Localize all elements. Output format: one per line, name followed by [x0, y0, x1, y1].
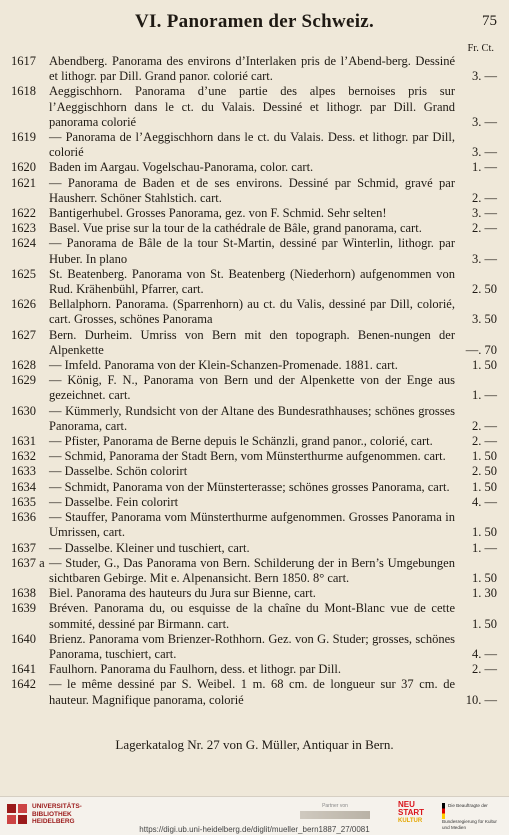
entry-description: — Imfeld. Panorama von der Klein-Schanzen-Promenade. 1881. cart.: [49, 358, 398, 373]
entry-number: 1620: [11, 160, 36, 175]
entry-number: 1629: [11, 373, 36, 388]
entry-number: 1623: [11, 221, 36, 236]
entry-description: Biel. Panorama des hauteurs du Jura sur Bienne, cart.: [49, 586, 316, 601]
entry-number: 1632: [11, 449, 36, 464]
entry-number: 1626: [11, 297, 36, 312]
entry-description: — Pfister, Panorama de Berne depuis le Schänzli, grand panor., colorié, cart.: [49, 434, 433, 449]
catalog-entry: [11, 556, 497, 586]
entry-price: 2. —: [472, 221, 497, 236]
catalog-entry: [11, 236, 497, 266]
catalog-entry: [11, 480, 497, 495]
catalog-entry: [11, 84, 497, 130]
entry-number: 1630: [11, 403, 36, 418]
entry-number: 1641: [11, 662, 36, 677]
entry-number: 1639: [11, 601, 36, 616]
entry-price: 1. 50: [472, 449, 497, 464]
entry-description: — König, F. N., Panorama von Bern und der Alpenkette von der Enge aus gezeichnet. cart.: [49, 373, 455, 403]
entry-description: — Panorama de l’Aeggischhorn dans le ct. du Valais. Dess. et lithogr. par Dill, colorié: [49, 130, 455, 160]
entry-description: — Panorama de Bâle de la tour St-Martin, dessiné par Winterlin, lithogr. par Huber. In plano: [49, 236, 455, 266]
entry-number: 1622: [11, 206, 36, 221]
entry-number: 1621: [11, 175, 36, 190]
entry-description: — Panorama de Baden et de ses environs. Dessiné par Schmid, gravé par Hausherr. Schöner Stahlstich. cart.: [49, 175, 455, 205]
entry-number: 1617: [11, 54, 36, 68]
entry-price: 1. 50: [472, 358, 497, 373]
entry-number: 1624: [11, 236, 36, 251]
entry-description: Bellalphorn. Panorama. (Sparrenhorn) au ct. du Valis, dessiné par Dill, colorié, cart. Grosses, schönes Panorama: [49, 297, 455, 327]
entry-price: 3. —: [472, 145, 497, 160]
entry-number: 1619: [11, 130, 36, 145]
catalog-entry: [11, 373, 497, 403]
catalog-entry: [11, 464, 497, 479]
entry-number: 1628: [11, 358, 36, 373]
entry-description: Bantigerhubel. Grosses Panorama, gez. von F. Schmid. Sehr selten!: [49, 206, 387, 221]
entry-description: — Schmid, Panorama der Stadt Bern, vom Münsterthurme aufgenommen. cart.: [49, 449, 446, 464]
entry-description: — Dasselbe. Kleiner und tuschiert, cart.: [49, 540, 250, 555]
catalog-entry: [11, 601, 497, 631]
university-library-logo[interactable]: [6, 803, 82, 826]
catalog-entry: [11, 662, 497, 677]
source-url[interactable]: https://digi.ub.uni-heidelberg.de/diglit/mueller_bern1887_27/0081: [139, 825, 370, 834]
catalog-entry: [11, 632, 497, 662]
entry-number: 1637: [11, 540, 36, 555]
catalog-entry: [11, 160, 497, 175]
library-logo-icon: [6, 803, 28, 825]
entry-number: 1634: [11, 479, 36, 494]
entry-description: Bréven. Panorama du, ou esquisse de la chaîne du Mont-Blanc vue de cette sommité, dessiné par Birmann. cart.: [49, 601, 455, 631]
entry-price: 1. 50: [472, 479, 497, 494]
entry-number: 1638: [11, 586, 36, 601]
entry-price: 3. —: [472, 206, 497, 221]
catalog-entry: [11, 221, 497, 236]
entry-price: 2. 50: [472, 464, 497, 479]
entry-price: —. 70: [465, 342, 497, 357]
catalog-entry: [11, 206, 497, 221]
partner-logo: Partner von: [300, 803, 370, 825]
entry-price: 3. —: [472, 251, 497, 266]
entry-price: 10. —: [465, 692, 497, 707]
entry-price: 3. 50: [472, 312, 497, 327]
entry-description: St. Beatenberg. Panorama von St. Beatenberg (Niederhorn) aufgenommen von Rud. Krähenbühl, Pfarrer, cart.: [49, 266, 455, 297]
catalog-entry: [11, 176, 497, 206]
entry-number: 1625: [11, 266, 36, 281]
entry-description: Basel. Vue prise sur la tour de la cathédrale de Bâle, grand panorama, cart.: [49, 221, 422, 236]
entry-price: 1. —: [472, 388, 497, 403]
federal-government-logo[interactable]: Die Beauftragte der Bundesregierung für Kultur und Medien: [442, 803, 497, 830]
entry-number: 1618: [11, 84, 36, 99]
entry-description: — Studer, G., Das Panorama von Bern. Schilderung der in Bern’s Umgebungen sichtbaren Gebirge. Mit e. Alpenansicht. Bern 1850. 8° cart.: [49, 555, 455, 585]
entry-price: 1. 50: [472, 616, 497, 631]
entry-description: Brienz. Panorama vom Brienzer-Rothhorn. Gez. von G. Studer; grosses, schönes Panorama, tuschiert, cart.: [49, 631, 455, 661]
entry-number: 1642: [11, 677, 36, 692]
neustart-kultur-logo[interactable]: NEU START KULTUR: [398, 800, 425, 824]
catalog-entry: [11, 434, 497, 449]
entry-price: 3. —: [472, 114, 497, 129]
catalog-entry: [11, 267, 497, 297]
catalog-footer-note: Lagerkatalog Nr. 27 von G. Müller, Antiquar in Bern.: [115, 737, 394, 752]
entry-number: 1627: [11, 327, 36, 342]
entry-number: 1636: [11, 510, 36, 525]
entry-description: Abendberg. Panorama des environs d’Interlaken pris de l’Abend-berg. Dessiné et lithogr. par Dill. Grand panor. colorié cart.: [49, 54, 455, 84]
entry-price: 2. —: [472, 662, 497, 677]
catalog-entry: [11, 404, 497, 434]
entry-description: — Schmidt, Panorama von der Münsterterasse; schönes grosses Panorama, cart.: [49, 479, 450, 494]
entry-price: 4. —: [472, 646, 497, 661]
entry-number: 1640: [11, 631, 36, 646]
page-number: 75: [482, 13, 497, 29]
viewer-footer-bar: [0, 796, 509, 835]
entry-description: Baden im Aargau. Vogelschau-Panorama, color. cart.: [49, 160, 314, 175]
catalog-entry: [11, 510, 497, 540]
entry-price: 1. 30: [472, 586, 497, 601]
catalog-entry: [11, 586, 497, 601]
entry-price: 1. —: [472, 540, 497, 555]
library-logo-text: UNIVERSITÄTS- BIBLIOTHEK HEIDELBERG: [32, 803, 82, 825]
entry-price: 2. —: [472, 190, 497, 205]
entry-description: Faulhorn. Panorama du Faulhorn, dess. et lithogr. par Dill.: [49, 662, 341, 677]
catalog-entry: [11, 495, 497, 510]
entry-description: — le même dessiné par S. Weibel. 1 m. 68 cm. de longueur sur 37 cm. de hauteur. Magnifique panorama, colorié: [49, 677, 455, 707]
catalog-entry: [11, 358, 497, 373]
german-flag-icon: [442, 803, 445, 819]
entry-price: 2. 50: [472, 282, 497, 297]
entry-price: 3. —: [472, 69, 497, 84]
entry-price: 1. 50: [472, 525, 497, 540]
catalog-entry: [11, 541, 497, 556]
entry-number: 1635: [11, 494, 36, 509]
entry-description: — Stauffer, Panorama vom Münsterthurme aufgenommen. Grosses Panorama in Umrissen, cart.: [49, 510, 455, 540]
entry-description: Bern. Durheim. Umriss von Bern mit den topograph. Benen-nungen der Alpenkette: [49, 327, 455, 357]
catalog-entry: [11, 677, 497, 707]
catalog-entry: [11, 328, 497, 358]
entry-description: — Kümmerly, Rundsicht von der Altane des Bundesrathhauses; schönes grosses Panorama, cart.: [49, 403, 455, 433]
entry-description: — Dasselbe. Fein colorirt: [49, 494, 179, 509]
catalog-entry: [11, 297, 497, 327]
entry-description: Aeggischhorn. Panorama d’une partie des alpes bernoises pris sur l’Aeggischhorn dans le ct. du Valais. Dessiné et lithogr. par Dill. Grand panorama colorié: [49, 84, 455, 129]
entry-number: 1637 a: [11, 555, 45, 570]
catalog-entries: [11, 54, 497, 708]
entry-price: 2. —: [472, 434, 497, 449]
entry-description: — Dasselbe. Schön colorirt: [49, 464, 188, 479]
catalog-entry: [11, 449, 497, 464]
entry-number: 1633: [11, 464, 36, 479]
entry-number: 1631: [11, 434, 36, 449]
catalog-entry: [11, 130, 497, 160]
entry-price: 4. —: [472, 494, 497, 509]
page-title: VI. Panoramen der Schweiz.: [134, 11, 375, 32]
entry-price: 1. —: [472, 160, 497, 175]
price-column-header: Fr. Ct.: [467, 43, 494, 54]
entry-price: 2. —: [472, 418, 497, 433]
catalog-entry: [11, 54, 497, 84]
entry-price: 1. 50: [472, 570, 497, 585]
